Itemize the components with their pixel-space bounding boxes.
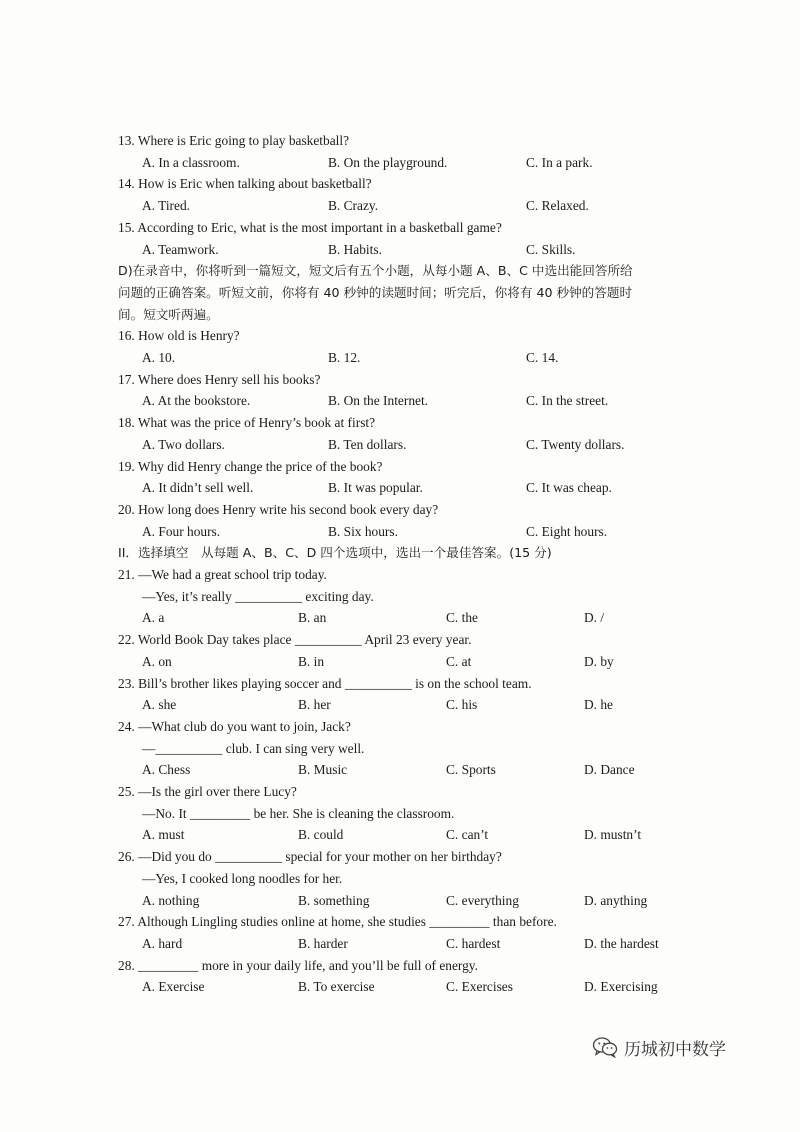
question-line: [118, 130, 728, 152]
question-line: [118, 412, 728, 434]
options-line: [118, 759, 728, 781]
question-line: [118, 955, 728, 977]
options-line: [118, 890, 728, 912]
option-text: B. something: [298, 892, 370, 908]
question-line: [118, 868, 728, 890]
instruction-text: 问题的正确答案。听短文前，你将有 40 秒钟的读题时间；听完后，你将有 40 秒钟的答题时: [118, 284, 633, 300]
question-text: 18. What was the price of Henry’s book at first?: [118, 415, 376, 431]
option-text: C. In a park.: [526, 154, 593, 170]
question-text: 14. How is Eric when talking about basketball?: [118, 176, 372, 192]
question-line: [118, 586, 728, 608]
option-text: B. Six hours.: [328, 523, 398, 539]
section-d-instructions: [118, 304, 728, 326]
options-line: [118, 347, 728, 369]
option-text: B. Crazy.: [328, 198, 379, 214]
option-text: A. Teamwork.: [142, 241, 219, 257]
option-text: A. It didn’t sell well.: [142, 480, 254, 496]
question-text: 26. —Did you do __________ special for your mother on her birthday?: [118, 849, 502, 865]
option-text: A. must: [142, 827, 185, 843]
options-line: [118, 824, 728, 846]
options-line: [118, 933, 728, 955]
option-text: B. her: [298, 697, 331, 713]
options-line: [118, 390, 728, 412]
question-line: [118, 803, 728, 825]
question-line: [118, 564, 728, 586]
options-line: [118, 434, 728, 456]
option-text: A. At the bookstore.: [142, 393, 251, 409]
instruction-text: D)在录音中，你将听到一篇短文，短文后有五个小题，从每小题 A、B、C 中选出能回答所给: [118, 263, 633, 279]
question-line: [118, 781, 728, 803]
question-line: [118, 716, 728, 738]
option-text: D. Dance: [584, 762, 635, 778]
question-text: 22. World Book Day takes place __________ April 23 every year.: [118, 632, 472, 648]
question-line: [118, 499, 728, 521]
options-line: [118, 607, 728, 629]
options-line: [118, 152, 728, 174]
option-text: A. Four hours.: [142, 523, 221, 539]
option-text: B. To exercise: [298, 979, 375, 995]
question-text: 21. —We had a great school trip today.: [118, 567, 327, 582]
option-text: A. a: [142, 610, 165, 626]
watermark: [592, 1034, 726, 1060]
instruction-text: 间。短文听两遍。: [118, 306, 219, 322]
option-text: B. an: [298, 610, 327, 626]
question-text: 28. _________ more in your daily life, and you’ll be full of energy.: [118, 957, 478, 973]
option-text: C. can’t: [446, 827, 489, 843]
question-text: 25. —Is the girl over there Lucy?: [118, 784, 297, 799]
option-text: D. he: [584, 697, 614, 713]
option-text: C. Skills.: [526, 241, 576, 257]
section-d-instructions: [118, 260, 728, 282]
question-text: 20. How long does Henry write his second book every day?: [118, 501, 439, 517]
option-text: B. It was popular.: [328, 480, 423, 496]
option-text: B. could: [298, 827, 344, 843]
option-text: B. Music: [298, 762, 348, 778]
option-text: C. 14.: [526, 350, 559, 365]
question-text: 27. Although Lingling studies online at home, she studies _________ than before.: [118, 914, 557, 930]
option-text: B. On the playground.: [328, 154, 448, 170]
option-text: C. Sports: [446, 762, 496, 778]
option-text: B. Habits.: [328, 241, 382, 257]
option-text: A. Chess: [142, 762, 191, 778]
option-text: D. /: [584, 610, 605, 626]
option-text: C. Exercises: [446, 979, 513, 995]
option-text: A. In a classroom.: [142, 154, 240, 170]
option-text: B. harder: [298, 935, 348, 951]
options-line: [118, 477, 728, 499]
question-line: [118, 846, 728, 868]
question-line: [118, 673, 728, 695]
question-text: 16. How old is Henry?: [118, 328, 240, 344]
options-line: [118, 195, 728, 217]
options-line: [118, 651, 728, 673]
question-text: 24. —What club do you want to join, Jack?: [118, 718, 351, 734]
section-ii-heading: [118, 542, 728, 564]
question-line: [118, 629, 728, 651]
option-text: C. the: [446, 610, 478, 626]
option-text: D. anything: [584, 892, 648, 908]
question-text: 15. According to Eric, what is the most important in a basketball game?: [118, 219, 502, 235]
option-text: A. 10.: [142, 350, 176, 365]
option-text: D. Exercising: [584, 979, 658, 995]
option-text: C. In the street.: [526, 393, 609, 409]
options-line: [118, 694, 728, 716]
question-text: 13. Where is Eric going to play basketball?: [118, 133, 350, 148]
question-line: [118, 173, 728, 195]
question-line: [118, 738, 728, 760]
watermark-text: 历城初中数学: [624, 1039, 726, 1060]
question-text: 17. Where does Henry sell his books?: [118, 371, 321, 387]
option-text: D. mustn’t: [584, 827, 642, 843]
option-text: D. the hardest: [584, 935, 659, 951]
section-d-instructions: [118, 282, 728, 304]
question-line: [118, 456, 728, 478]
option-text: B. in: [298, 653, 325, 669]
question-text: 19. Why did Henry change the price of the book?: [118, 458, 383, 474]
option-text: A. nothing: [142, 892, 200, 908]
options-line: [118, 976, 728, 998]
option-text: A. on: [142, 653, 172, 669]
question-line: [118, 325, 728, 347]
option-text: C. It was cheap.: [526, 480, 612, 496]
option-text: C. Relaxed.: [526, 198, 589, 214]
option-text: C. hardest: [446, 935, 501, 951]
option-text: A. hard: [142, 935, 183, 951]
question-line: [118, 217, 728, 239]
section-heading: II．选择填空 从每题 A、B、C、D 四个选项中，选出一个最佳答案。(15 分): [118, 545, 552, 561]
option-text: B. Ten dollars.: [328, 436, 407, 452]
option-text: C. Twenty dollars.: [526, 436, 625, 452]
option-text: A. Two dollars.: [142, 436, 225, 452]
option-text: C. Eight hours.: [526, 523, 608, 539]
option-text: B. On the Internet.: [328, 393, 429, 409]
option-text: A. Tired.: [142, 198, 190, 214]
option-text: A. she: [142, 697, 177, 713]
option-text: C. his: [446, 697, 478, 713]
question-text: 23. Bill’s brother likes playing soccer and __________ is on the school team.: [118, 675, 532, 691]
option-text: C. at: [446, 653, 472, 669]
option-text: B. 12.: [328, 350, 361, 365]
options-line: [118, 521, 728, 543]
question-text: —No. It _________ be her. She is cleaning the classroom.: [142, 805, 455, 821]
option-text: C. everything: [446, 892, 519, 908]
question-line: [118, 911, 728, 933]
option-text: A. Exercise: [142, 979, 205, 995]
option-text: D. by: [584, 653, 614, 669]
question-line: [118, 369, 728, 391]
question-text: —Yes, I cooked long noodles for her.: [142, 870, 343, 886]
question-text: —Yes, it’s really __________ exciting day.: [142, 588, 374, 604]
question-text: —__________ club. I can sing very well.: [142, 740, 365, 756]
options-line: [118, 239, 728, 261]
wechat-icon: [592, 1036, 618, 1058]
